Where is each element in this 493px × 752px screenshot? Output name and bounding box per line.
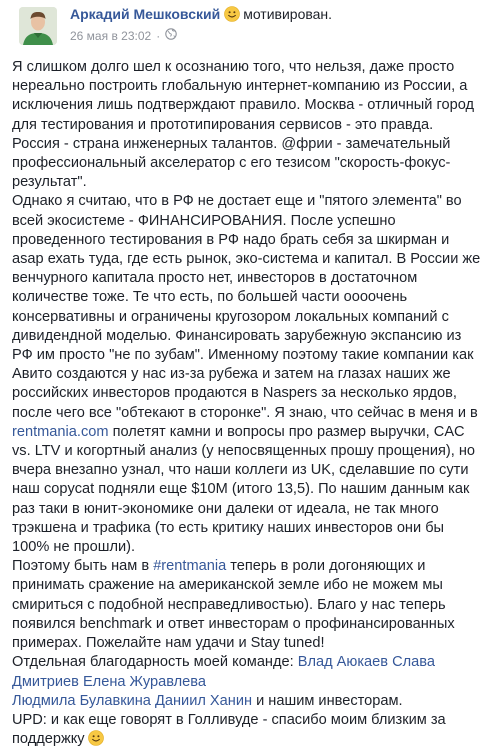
paragraph-2-text-a: Однако я считаю, что в РФ не достает еще и "пятого элемента" во всей экосистеме - ФИНАНСИРОВАНИЯ. После успешно проведенного тестирования в РФ надо брать себя за шкирман и asap ехать туда, где есть рынок, эко-система и капитал. В России же венчурного капитала просто нет, инвесторов в достаточном количестве тоже. Те что есть, по большей части оооочень консервативны и ограничены кругозором локальных компаний с дивидендной моделью. Финансировать зарубежную экспансию из РФ им просто "не по зубам". Именному поэтому такие компании как Авито создаются у нас из-за рубежа и затем на глазах наших же российских инвесторов продаются в Naspers за несколько ярдов, после чего все "обтекают в сторонке". Я знаю, что сейчас в меня и в	[12, 193, 481, 421]
paragraph-1: Я слишком долго шел к осознанию того, что нельзя, даже просто нереально построить глобальную интернет-компанию из России, а исключения лишь подтверждают правило. Москва - отличный город для тестирования и прототипирования сервисов - это правда. Россия - страна инженерных талантов. @фрии - замечательный профессиональный акселератор с его тезисом "скорость-фокус-результат".	[12, 59, 475, 191]
tag-person-5[interactable]: Даниил Ханин	[154, 692, 253, 709]
author-avatar[interactable]	[19, 7, 57, 45]
post-title-line	[70, 6, 332, 25]
tag-person-4[interactable]: Людмила Булавкина	[12, 692, 151, 709]
paragraph-4	[12, 653, 484, 711]
paragraph-2-text-b: полетят камни и вопросы про размер выручки, CAC vs. LTV и когортный анализ (у непосвященных прошу прощения), но вчера внезапно узнал, что наши коллеги из UK, сделавшие по сути наш copycat подняли еще $10M (итого 13,5). По нашим данным как раз таки в юнит-экономике они далеки от идеала, не так много трэкшена и трафика (то есть критику наших инвесторов они бы 100% не прошли).	[12, 423, 476, 556]
smiling-face-icon	[224, 6, 240, 25]
paragraph-2	[12, 192, 484, 557]
author-name[interactable]: Аркадий Мешковский	[70, 6, 221, 22]
paragraph-3-text-a: Поэтому быть нам в	[12, 558, 154, 575]
post-body	[12, 58, 484, 752]
post-header	[12, 0, 481, 50]
paragraph-3	[12, 557, 484, 653]
smiling-face-icon	[88, 730, 104, 752]
rentmania-link[interactable]: rentmania.com	[12, 423, 109, 440]
avatar-photo	[19, 7, 57, 45]
paragraph-5	[12, 711, 484, 752]
paragraph-4-text-a: Отдельная благодарность моей команде:	[12, 654, 298, 671]
tag-person-1[interactable]: Влад Аюкаев	[297, 654, 389, 671]
tag-person-2[interactable]: Слава Дмитриев	[12, 654, 435, 690]
feeling-text: мотивирован.	[243, 6, 333, 22]
meta-separator: ·	[156, 28, 161, 43]
paragraph-3-text-b: теперь в роли догоняющих и принимать сражение на американской земле ибо не можем мы смириться с подобной несправедливостью). Благо у нас теперь появился benchmark и ответ инвесторам о профинансированных примерах. Пожелайте нам удачи и Stay tuned!	[12, 558, 455, 652]
paragraph-5-text: UPD: и как еще говорят в Голливуде - спасибо моим близким за поддержку	[12, 711, 446, 748]
globe-icon[interactable]	[165, 28, 177, 43]
post-meta	[70, 28, 177, 43]
paragraph-4-text-b: и нашим инвесторам.	[252, 692, 403, 709]
post-timestamp[interactable]: 26 мая в 23:02	[70, 28, 152, 43]
tag-person-3[interactable]: Елена Журавлева	[82, 673, 206, 690]
hashtag-rentmania[interactable]: #rentmania	[153, 558, 227, 575]
